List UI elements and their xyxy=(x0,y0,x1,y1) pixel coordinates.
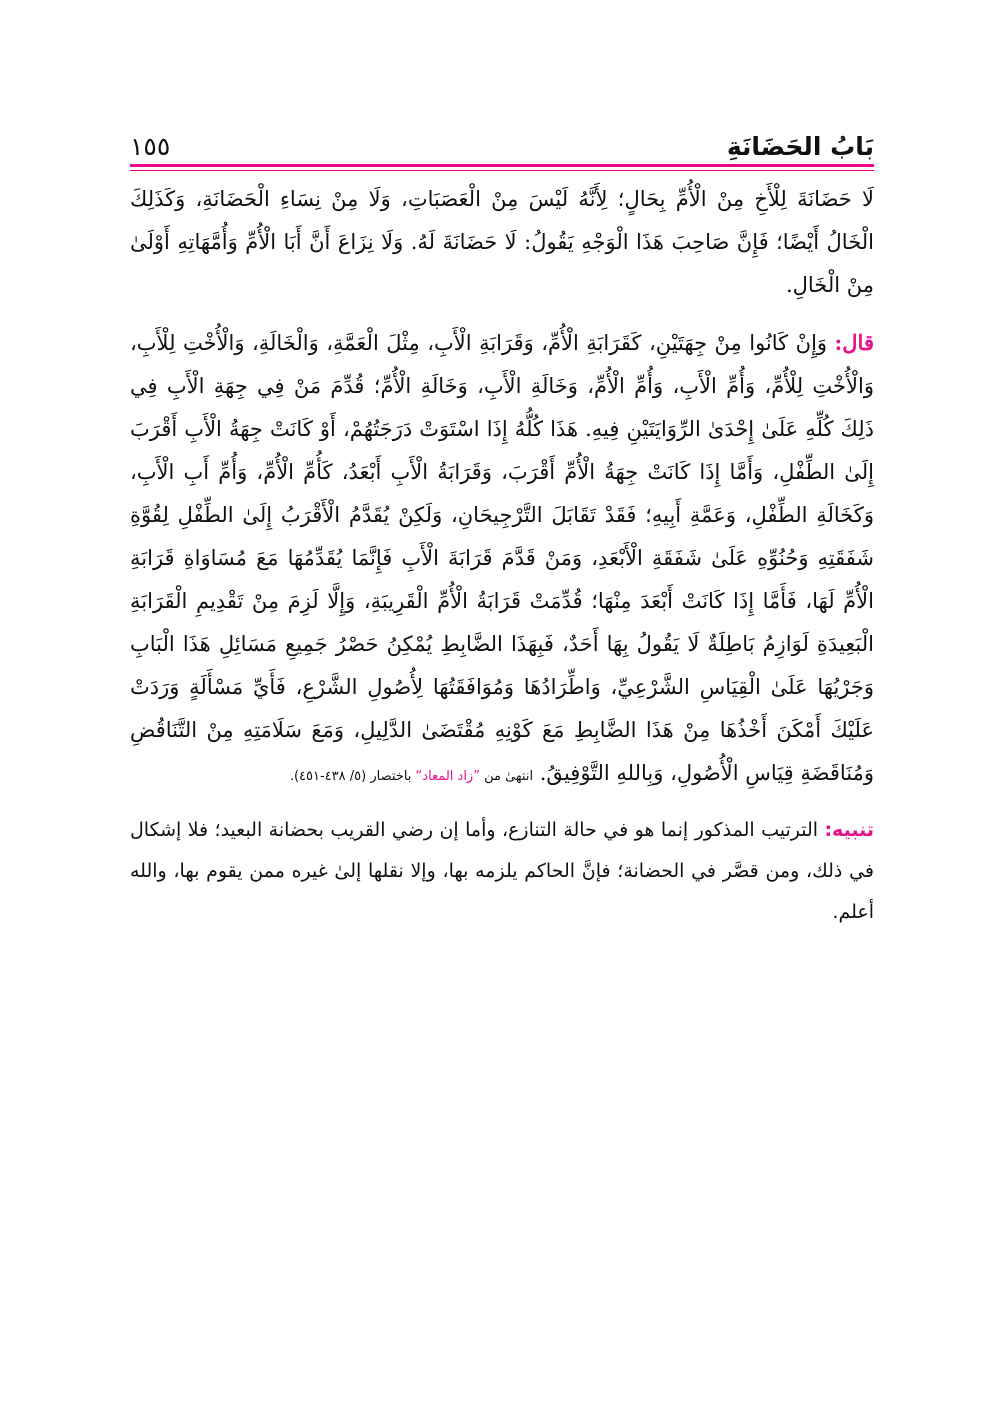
main-text: وَإِنْ كَانُوا مِنْ جِهَتَيْنِ، كَقَرَابَةِ الْأُمِّ، وَقَرَابَةِ الْأَبِ، مِثْلَ الْعَمَّةِ، وَالْخَالَةِ، وَالْأُخْتِ لِلْأَبِ، وَالْأُخْتِ لِلْأُمِّ، وَأُمِّ الْأَبِ، وَأُمِّ الْأُمِّ، وَخَالَةِ الْأَبِ، وَخَالَةِ الْأُمِّ؛ قُدِّمَ مَنْ فِي جِهَةِ الْأَبِ فِي ذَلِكَ كُلِّهِ عَلَىٰ إِحْدَىٰ الرِّوَايَتَيْنِ فِيهِ. هَذَا كُلُّهُ إِذَا اسْتَوَتْ دَرَجَتُهُمْ، أَوْ كَانَتْ جِهَةُ الْأَبِ أَقْرَبَ إِلَىٰ الطِّفْلِ، وَأَمَّا إِذَا كَانَتْ جِهَةُ الْأُمِّ أَقْرَبَ، وَقَرَابَةُ الْأَبِ أَبْعَدُ، كَأُمِّ الْأُمِّ، وَأُمِّ أَبِ الْأَبِ، وَكَخَالَةِ الطِّفْلِ، وَعَمَّةِ أَبِيهِ؛ فَقَدْ تَقَابَلَ التَّرْجِيحَانِ، وَلَكِنْ يُقَدَّمُ الْأَقْرَبُ إِلَىٰ الطِّفْلِ لِقُوَّةِ شَفَقَتِهِ وَحُنُوِّهِ عَلَىٰ شَفَقَةِ الْأَبْعَدِ، وَمَنْ قَدَّمَ قَرَابَةَ الْأَبِ فَإِنَّمَا يُقَدِّمُهَا مَعَ مُسَاوَاةِ قَرَابَةِ الْأُمِّ لَهَا، فَأَمَّا إِذَا كَانَتْ أَبْعَدَ مِنْهَا؛ قُدِّمَتْ قَرَابَةُ الْأُمِّ الْقَرِيبَةِ، وَإِلَّا لَزِمَ مِنْ تَقْدِيمِ الْقَرَابَةِ الْبَعِيدَةِ لَوَازِمُ بَاطِلَةٌ لَا يَقُولُ بِهَا أَحَدٌ، فَبِهَذَا الضَّابِطِ يُمْكِنُ حَصْرُ جَمِيعِ مَسَائِلِ هَذَا الْبَابِ وَجَرْيُهَا عَلَىٰ الْقِيَاسِ الشَّرْعِيِّ، وَاطِّرَادُهَا وَمُوَافَقَتُهَا لِأُصُولِ الشَّرْعِ، فَأَيِّ مَسْأَلَةٍ وَرَدَتْ عَلَيْكَ أَمْكَنَ أَخْذُهَا مِنْ هَذَا الضَّابِطِ مَعَ كَوْنِهِ مُقْتَضَىٰ الدَّلِيلِ، وَمَعَ سَلَامَتِهِ مِنْ التَّنَاقُضِ وَمُنَاقَضَةِ قِيَاسِ الْأُصُولِ، وَبِاللهِ التَّوْفِيقُ. xyxy=(130,331,874,785)
running-title: بَابُ الحَضَانَةِ xyxy=(726,132,874,161)
page-body xyxy=(130,178,874,933)
header-rule-thin xyxy=(130,170,874,171)
opening-paragraph xyxy=(130,178,874,307)
opening-text: لَا حَضَانَةَ لِلْأَخِ مِنْ الْأُمِّ بِحَالٍ؛ لِأَنَّهُ لَيْسَ مِنْ الْعَصَبَاتِ، وَلَا مِنْ نِسَاءِ الْحَضَانَةِ، وَكَذَلِكَ الْخَالُ أَيْضًا؛ فَإِنَّ صَاحِبَ هَذَا الْوَجْهِ يَقُولُ: لَا حَضَانَةَ لَهُ. وَلَا نِزَاعَ أَنَّ أَبَا الْأُمِّ وَأُمَّهَاتِهِ أَوْلَىٰ مِنْ الْخَالِ. xyxy=(130,187,874,297)
citation-prefix: انتهىٰ من xyxy=(484,769,534,784)
tanbih-label: تنبيه: xyxy=(824,819,874,841)
qal-label: قال: xyxy=(834,330,874,355)
header-rule-thick xyxy=(130,164,874,167)
citation-suffix: باختصار (٥/ ٤٣٨-٤٥١). xyxy=(289,769,412,784)
note-paragraph xyxy=(130,810,874,933)
main-paragraph xyxy=(130,321,874,798)
page-header xyxy=(130,118,874,164)
page-number: ١٥٥ xyxy=(130,132,171,161)
citation-source: ”زاد المعاد“ xyxy=(415,769,480,784)
citation xyxy=(290,769,533,784)
note-text: الترتيب المذكور إنما هو في حالة التنازع، وأما إن رضي القريب بحضانة البعيد؛ فلا إشكال في ذلك، ومن قصَّر في الحضانة؛ فإنَّ الحاكم يلزمه بها، وإلا نقلها إلىٰ غيره ممن يقوم بها، والله أعلم. xyxy=(130,819,874,923)
